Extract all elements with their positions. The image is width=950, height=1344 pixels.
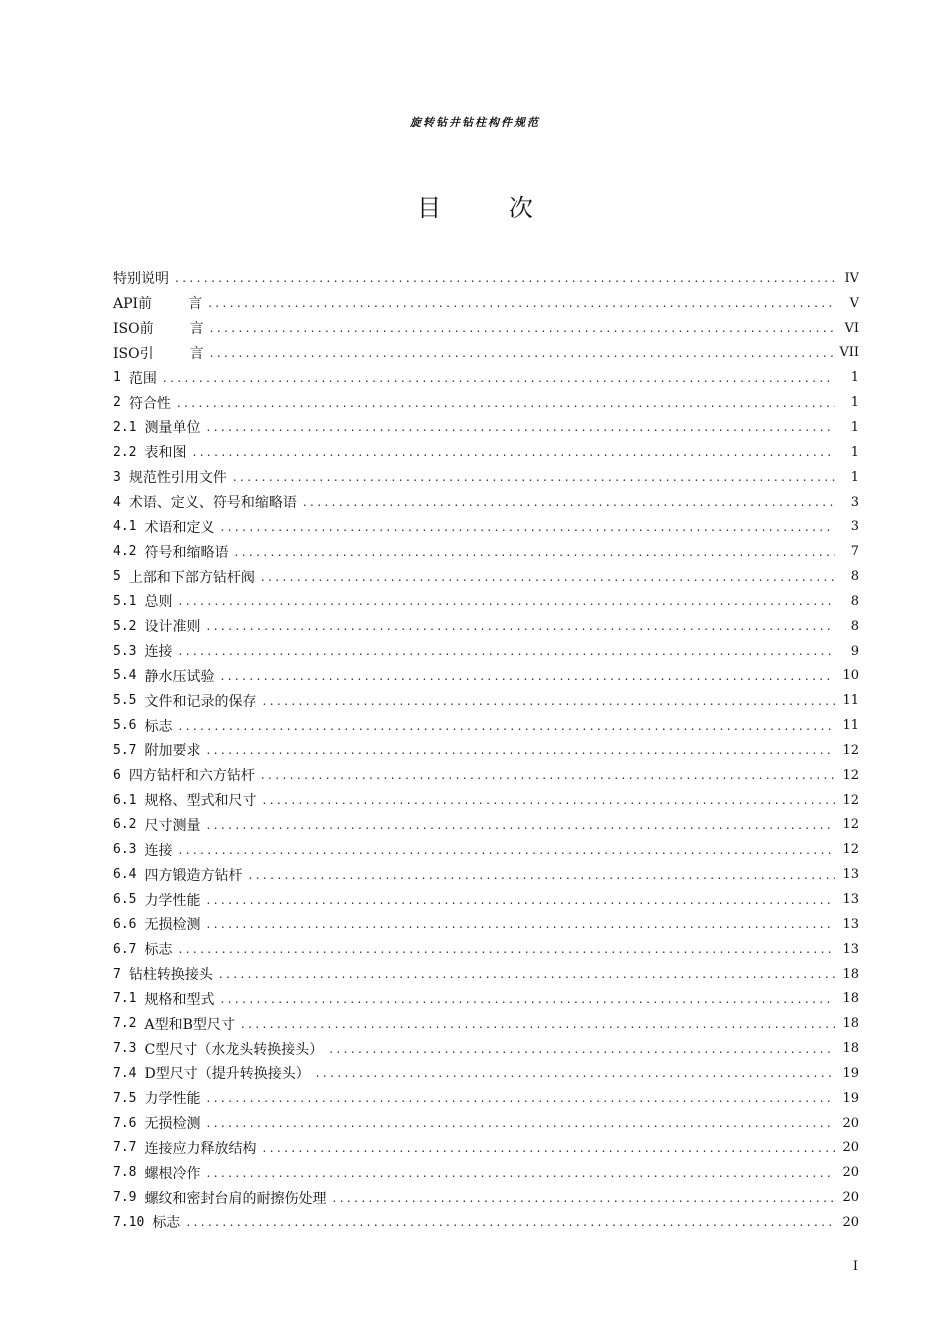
toc-entry-number: 7.6 <box>113 1115 137 1131</box>
toc-entry-page: IV <box>844 270 859 286</box>
toc-entry-number: 7.10 <box>113 1214 145 1230</box>
toc-entry-page: 12 <box>842 742 859 758</box>
toc-entry-page: 12 <box>842 817 859 833</box>
toc-entry-leader-dots <box>316 1067 835 1079</box>
toc-entry-label-text: 钻柱转换接头 <box>128 967 213 984</box>
toc-entry-label <box>113 318 204 338</box>
toc-entry-label-suffix: 言 <box>189 321 204 338</box>
toc-entry-page: 11 <box>842 693 859 709</box>
toc-entry-leader-dots <box>220 521 835 533</box>
toc-entry-leader-dots <box>262 695 835 707</box>
toc-entry-leader-dots <box>206 1117 835 1129</box>
toc-entry[interactable] <box>113 738 859 763</box>
toc-entry-leader-dots <box>178 595 835 607</box>
toc-entry-page: 13 <box>842 892 859 908</box>
toc-entry-leader-dots <box>303 496 835 508</box>
toc-entry-label-text: ISO引 <box>113 345 154 362</box>
toc-entry-label <box>144 417 200 437</box>
toc-entry-number: 1 <box>113 370 121 386</box>
toc-entry-page: 8 <box>850 569 859 585</box>
toc-entry-label <box>144 691 256 711</box>
toc-entry-number: 2.2 <box>113 444 137 460</box>
toc-entry-leader-dots <box>262 794 835 806</box>
toc-entry-label <box>144 1163 200 1183</box>
toc-entry-page: 1 <box>850 444 859 460</box>
toc-entry-leader-dots <box>206 1167 835 1179</box>
toc-entry-number: 6.7 <box>113 941 137 957</box>
toc-entry-leader-dots <box>241 1018 835 1030</box>
toc-entry-page: 1 <box>850 395 859 411</box>
toc-entry-label-text: API前 <box>113 296 153 313</box>
toc-entry-number: 2.1 <box>113 419 137 435</box>
toc-entry-number: 6 <box>113 767 121 783</box>
toc-entry-label <box>144 890 200 910</box>
toc-entry-number: 7.1 <box>113 991 137 1007</box>
toc-entry-label <box>144 939 172 959</box>
toc-entry-label-text: 连接应力释放结构 <box>144 1140 257 1157</box>
toc-entry-label <box>144 989 214 1009</box>
toc-entry-page: 10 <box>842 668 859 684</box>
toc-entry-label-text: 力学性能 <box>144 892 201 909</box>
toc-entry-number: 5.7 <box>113 742 137 758</box>
toc-entry[interactable] <box>113 266 859 291</box>
toc-entry-label <box>144 517 214 537</box>
toc-entry-label <box>144 1088 200 1108</box>
toc-entry-number: 4.1 <box>113 519 137 535</box>
toc-entry-leader-dots <box>219 968 835 980</box>
toc-entry-number: 7.9 <box>113 1190 137 1206</box>
toc-entry-label <box>144 542 228 562</box>
toc-entry-page: 12 <box>842 767 859 783</box>
toc-entry-page: 1 <box>850 469 859 485</box>
toc-entry-page: 13 <box>842 867 859 883</box>
toc-entry-label-text: D型尺寸（提升转换接头） <box>144 1066 310 1083</box>
toc-entry-number: 6.1 <box>113 792 137 808</box>
toc-entry-label <box>144 716 172 736</box>
toc-entry-label <box>113 268 169 288</box>
toc-entry-leader-dots <box>261 571 835 583</box>
toc-entry-label-text: 连接 <box>144 644 173 661</box>
toc-entry-label <box>144 1113 200 1133</box>
toc-entry-page: 13 <box>842 916 859 932</box>
toc-entry-label <box>144 1014 234 1034</box>
toc-entry-leader-dots <box>233 471 835 483</box>
toc-entry[interactable] <box>113 465 859 490</box>
toc-entry[interactable] <box>113 614 859 639</box>
toc-entry-leader-dots <box>163 372 835 384</box>
toc-entry-leader-dots <box>206 744 835 756</box>
toc-entry-number: 7.4 <box>113 1065 137 1081</box>
toc-entry-label-text: 总则 <box>144 594 173 611</box>
toc-entry[interactable] <box>113 962 859 987</box>
toc-entry-leader-dots <box>206 894 835 906</box>
toc-entry-page: VI <box>844 320 859 336</box>
toc-entry[interactable] <box>113 564 859 589</box>
toc-entry-label <box>144 1138 256 1158</box>
toc-entry-label-text: 设计准则 <box>144 619 201 636</box>
toc-entry-label-text: A型和B型尺寸 <box>144 1016 235 1033</box>
toc-entry[interactable] <box>113 1036 859 1061</box>
toc-entry-page: 11 <box>842 718 859 734</box>
toc-entry-number: 4 <box>113 494 121 510</box>
toc-entry-label <box>129 467 227 487</box>
toc-entry-leader-dots <box>220 993 835 1005</box>
toc-entry-number: 6.6 <box>113 916 137 932</box>
toc-entry-label <box>144 591 172 611</box>
toc-entry-label-text: 四方钻杆和六方钻杆 <box>128 768 255 785</box>
toc-entry-page: 20 <box>842 1115 859 1131</box>
toc-entry-page: 1 <box>850 419 859 435</box>
toc-entry-label-text: ISO前 <box>113 321 154 338</box>
toc-entry-label-text: 符号和缩略语 <box>144 544 229 561</box>
toc-entry-leader-dots <box>220 670 835 682</box>
toc-entry[interactable] <box>113 1210 859 1235</box>
toc-entry-number: 7.2 <box>113 1016 137 1032</box>
toc-entry[interactable] <box>113 440 859 465</box>
toc-entry-label <box>129 393 171 413</box>
toc-entry-label <box>144 840 172 860</box>
toc-entry-leader-dots <box>178 645 835 657</box>
toc-entry-leader-dots <box>206 1092 835 1104</box>
toc-entry-number: 5.3 <box>113 643 137 659</box>
toc-entry-label <box>144 865 242 885</box>
toc-entry-leader-dots <box>178 720 835 732</box>
toc-entry[interactable] <box>113 341 859 366</box>
toc-entry-label-text: 力学性能 <box>144 1091 201 1108</box>
toc-entry-label-suffix: 言 <box>188 296 203 313</box>
toc-entry[interactable] <box>113 664 859 689</box>
toc-entry-page: 8 <box>850 593 859 609</box>
toc-entry-page: 3 <box>850 494 859 510</box>
toc-entry[interactable] <box>113 688 859 713</box>
toc-entry[interactable] <box>113 589 859 614</box>
toc-entry-page: 18 <box>842 991 859 1007</box>
toc-entry-label-text: 螺纹和密封台肩的耐擦伤处理 <box>144 1190 327 1207</box>
toc-entry-number: 7.8 <box>113 1165 137 1181</box>
toc-entry-page: 9 <box>850 643 859 659</box>
toc-entry-number: 5.1 <box>113 593 137 609</box>
toc-entry-label-text: 四方锻造方钻杆 <box>144 867 243 884</box>
toc-entry-label <box>144 1039 323 1059</box>
toc-entry-leader-dots <box>192 446 835 458</box>
toc-entry[interactable] <box>113 1160 859 1185</box>
toc-entry-label-text: 测量单位 <box>144 420 201 437</box>
page-number: I <box>852 1259 858 1274</box>
toc-entry-label-text: 标志 <box>144 718 173 735</box>
toc-entry-label-text: 无损检测 <box>144 917 201 934</box>
toc-entry-label-text: 规格、型式和尺寸 <box>144 793 257 810</box>
toc-entry-number: 5.5 <box>113 693 137 709</box>
toc-entry-label-text: 规格和型式 <box>144 991 215 1008</box>
toc-entry-leader-dots <box>248 869 835 881</box>
toc-entry-number: 7.5 <box>113 1090 137 1106</box>
toc-entry-leader-dots <box>261 769 835 781</box>
toc-entry[interactable] <box>113 1011 859 1036</box>
toc-entry-page: 18 <box>842 1041 859 1057</box>
toc-entry[interactable] <box>113 713 859 738</box>
toc-entry-label-text: 螺根冷作 <box>144 1165 201 1182</box>
toc-entry-number: 4.2 <box>113 544 137 560</box>
toc-entry[interactable] <box>113 813 859 838</box>
toc-entry-page: 19 <box>842 1090 859 1106</box>
toc-entry-label <box>144 740 200 760</box>
toc-entry-label <box>144 1188 326 1208</box>
toc-entry[interactable] <box>113 365 859 390</box>
toc-entry-label <box>129 492 297 512</box>
toc-entry-page: 20 <box>842 1214 859 1230</box>
toc-entry[interactable] <box>113 639 859 664</box>
toc-entry-number: 5.2 <box>113 618 137 634</box>
toc-entry-leader-dots <box>178 844 835 856</box>
toc-entry-number: 6.3 <box>113 842 137 858</box>
toc-entry-label-text: C型尺寸（水龙头转换接头） <box>144 1041 324 1058</box>
toc-entry-number: 5.4 <box>113 668 137 684</box>
toc-entry-leader-dots <box>206 819 835 831</box>
toc-entry-label <box>144 641 172 661</box>
toc-entry-label-text: 尺寸测量 <box>144 817 201 834</box>
toc-entry-label <box>144 815 200 835</box>
toc-entry-leader-dots <box>178 943 835 955</box>
toc-entry-label-text: 术语和定义 <box>144 519 215 536</box>
toc-entry-label-text: 标志 <box>144 942 173 959</box>
toc-entry[interactable] <box>113 490 859 515</box>
toc-entry-label <box>144 914 200 934</box>
toc-entry-number: 7 <box>113 966 121 982</box>
toc-entry[interactable] <box>113 937 859 962</box>
toc-entry-leader-dots <box>234 546 835 558</box>
toc-entry-number: 5.6 <box>113 718 137 734</box>
toc-entry-leader-dots <box>206 620 835 632</box>
toc-entry-label-text: 无损检测 <box>144 1116 201 1133</box>
toc-entry[interactable] <box>113 1136 859 1161</box>
toc-entry[interactable] <box>113 788 859 813</box>
toc-title <box>0 188 950 223</box>
toc-entry-leader-dots <box>175 272 835 284</box>
toc-entry[interactable] <box>113 539 859 564</box>
toc-entry-label-text: 附加要求 <box>144 743 201 760</box>
toc-entry-page: 20 <box>842 1140 859 1156</box>
toc-entry-label <box>113 293 202 313</box>
toc-entry-label-text: 静水压试验 <box>144 668 215 685</box>
toc-entry-leader-dots <box>206 421 835 433</box>
toc-entry-number: 6.2 <box>113 817 137 833</box>
toc-entry[interactable] <box>113 912 859 937</box>
toc-entry-label-text: 表和图 <box>144 445 187 462</box>
toc-entry[interactable] <box>113 887 859 912</box>
toc-entry-leader-dots <box>206 918 835 930</box>
toc-entry[interactable] <box>113 390 859 415</box>
toc-entry-page: 20 <box>842 1190 859 1206</box>
toc-entry-page: 19 <box>842 1065 859 1081</box>
toc-title-left: 目 <box>417 194 442 222</box>
toc-entry-number: 7.7 <box>113 1140 137 1156</box>
toc-entry-page: 18 <box>842 966 859 982</box>
toc-entry-label-text: 符合性 <box>128 395 171 412</box>
toc-entry-label-text: 连接 <box>144 842 173 859</box>
toc-entry-leader-dots <box>186 1216 835 1228</box>
toc-entry-page: 3 <box>850 519 859 535</box>
toc-entry-label <box>129 567 255 587</box>
toc-entry-label <box>144 666 214 686</box>
toc-entry-page: 12 <box>842 792 859 808</box>
toc-entry-label-suffix: 言 <box>189 345 204 362</box>
toc-entry-leader-dots <box>177 397 835 409</box>
toc-entry[interactable] <box>113 986 859 1011</box>
toc-entry-page: 13 <box>842 941 859 957</box>
toc-entry[interactable] <box>113 1111 859 1136</box>
toc-entry[interactable] <box>113 291 859 316</box>
toc-title-right: 次 <box>508 194 533 222</box>
toc-entry-label-text: 上部和下部方钻杆阀 <box>128 569 255 586</box>
toc-entry[interactable] <box>113 862 859 887</box>
toc-entry-label <box>144 616 200 636</box>
toc-entry-number: 7.3 <box>113 1041 137 1057</box>
toc-entry-label <box>152 1212 180 1232</box>
toc-entry-label <box>129 765 255 785</box>
toc-entry-page: 1 <box>850 370 859 386</box>
toc-entry-label <box>144 1063 309 1083</box>
table-of-contents <box>113 266 859 1235</box>
toc-entry-label <box>129 964 213 984</box>
toc-entry-number: 5 <box>113 569 121 585</box>
toc-entry[interactable] <box>113 514 859 539</box>
toc-entry-label-text: 标志 <box>152 1215 181 1232</box>
toc-entry-page: 7 <box>850 544 859 560</box>
toc-entry[interactable] <box>113 1061 859 1086</box>
toc-entry[interactable] <box>113 316 859 341</box>
toc-entry-label-text: 特别说明 <box>113 271 169 288</box>
toc-entry-leader-dots <box>208 297 835 309</box>
toc-entry-page: 12 <box>842 842 859 858</box>
toc-entry-label <box>144 790 256 810</box>
toc-entry-page: 8 <box>850 618 859 634</box>
toc-entry-leader-dots <box>210 347 834 359</box>
toc-entry-number: 2 <box>113 395 121 411</box>
toc-entry-label-text: 术语、定义、符号和缩略语 <box>128 495 297 512</box>
toc-entry[interactable] <box>113 1185 859 1210</box>
toc-entry-leader-dots <box>262 1142 835 1154</box>
toc-entry-page: V <box>849 295 859 311</box>
toc-entry-label-text: 文件和记录的保存 <box>144 693 257 710</box>
toc-entry-label <box>113 343 204 363</box>
toc-entry-number: 3 <box>113 469 121 485</box>
toc-entry-page: 18 <box>842 1016 859 1032</box>
toc-entry-label <box>129 368 157 388</box>
running-header: 旋转钻井钻柱构件规范 <box>410 116 540 129</box>
toc-entry-leader-dots <box>332 1192 835 1204</box>
toc-entry-label-text: 范围 <box>128 370 157 387</box>
toc-entry[interactable] <box>113 763 859 788</box>
toc-entry-number: 6.5 <box>113 892 137 908</box>
toc-entry-number: 6.4 <box>113 867 137 883</box>
toc-entry-leader-dots <box>210 322 835 334</box>
toc-entry-label-text: 规范性引用文件 <box>128 470 227 487</box>
toc-entry-leader-dots <box>329 1043 835 1055</box>
toc-entry-page: VII <box>839 345 859 361</box>
toc-entry-page: 20 <box>842 1165 859 1181</box>
toc-entry-label <box>144 442 186 462</box>
toc-entry[interactable] <box>113 415 859 440</box>
toc-entry[interactable] <box>113 837 859 862</box>
toc-entry[interactable] <box>113 1086 859 1111</box>
